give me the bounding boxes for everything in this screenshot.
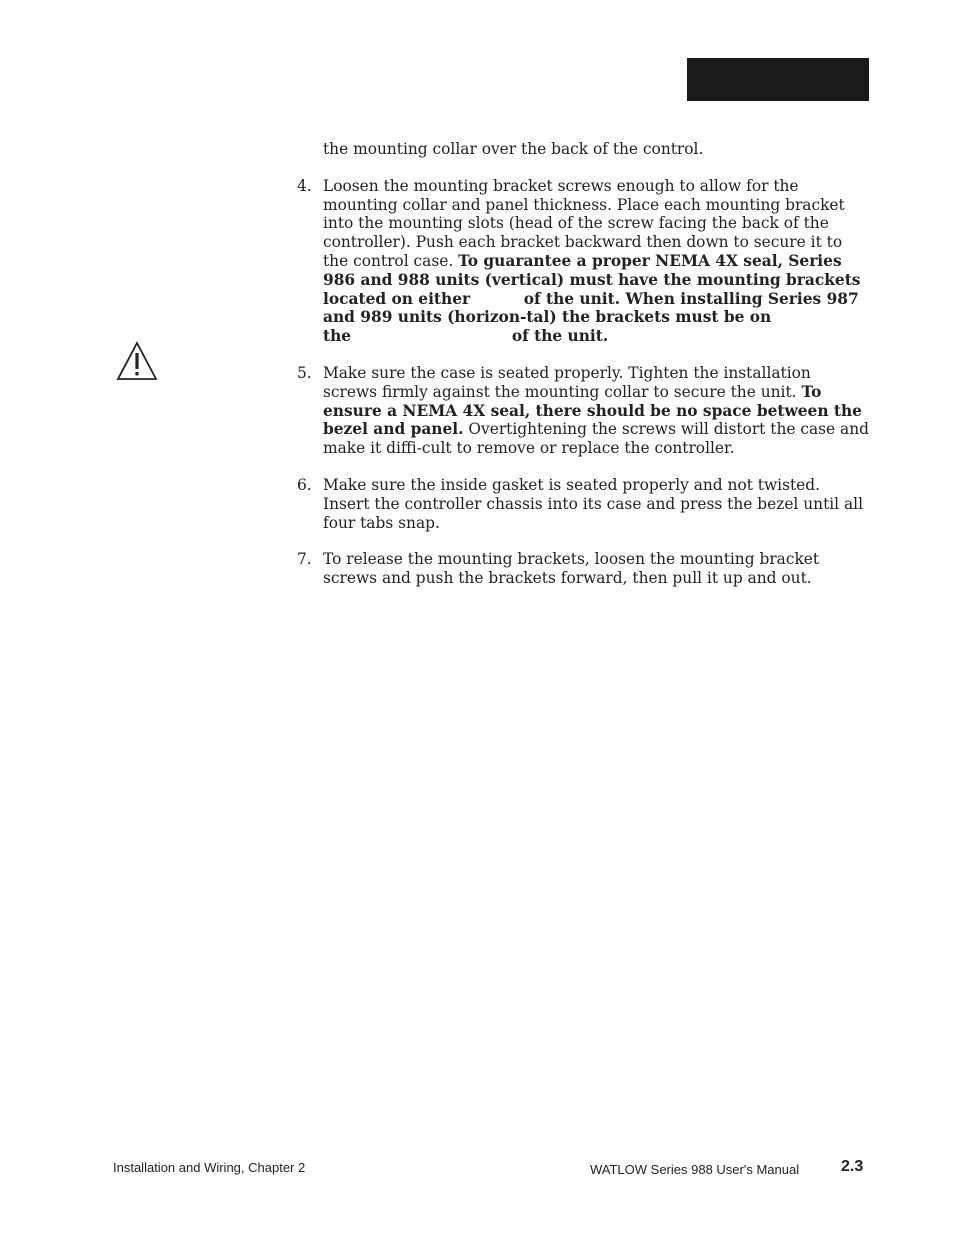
footer-chapter: Installation and Wiring, Chapter 2 (113, 1160, 306, 1175)
step-number: 5. (297, 363, 312, 382)
step-5 (297, 364, 869, 458)
step-4 (297, 177, 869, 346)
step-text-bold: To ensure a NEMA 4X seal, there should be no space between the bezel and panel. (323, 382, 862, 439)
step-6 (297, 476, 869, 532)
step-text-bold: To guarantee a proper NEMA 4X seal, Series 986 and 988 units (vertical) must have the mounting brackets located on either of the unit. When installing Series 987 and 989 units (horizon-tal) the brackets must be on the of the unit. (323, 251, 861, 346)
continued-text: the mounting collar over the back of the control. (323, 140, 704, 158)
step-text: To release the mounting brackets, loosen the mounting bracket screws and push the brackets forward, then pull it up and out. (323, 550, 820, 588)
step-number: 7. (297, 550, 312, 569)
page-number: 2.3 (841, 1158, 864, 1175)
step-text-regular: Make sure the case is seated properly. Tighten the installation screws firmly against the mounting collar to secure the unit. (323, 363, 811, 401)
step-text-regular: Loosen the mounting bracket screws enough to allow for the mounting collar and panel thickness. Place each mounting bracket into the mounting slots (head of the screw facing the back of the controller). Push each bracket backward then down to secure it to the control case. (323, 176, 845, 270)
step-number: 6. (297, 475, 312, 494)
step-7 (297, 550, 869, 588)
chapter-header-tab (687, 58, 869, 101)
step-text: Make sure the inside gasket is seated properly and not twisted. Insert the controller chassis into its case and press the bezel until all four tabs snap. (323, 475, 864, 532)
step-text (323, 364, 869, 458)
footer-manual-title: WATLOW Series 988 User's Manual (590, 1162, 800, 1177)
instruction-body (297, 140, 869, 606)
step-number: 4. (297, 176, 312, 195)
warning-triangle-icon (116, 341, 158, 381)
step-text-regular: Overtightening the screws will distort the case and make it diffi-cult to remove or replace the controller. (323, 420, 869, 458)
step-text (323, 177, 869, 346)
